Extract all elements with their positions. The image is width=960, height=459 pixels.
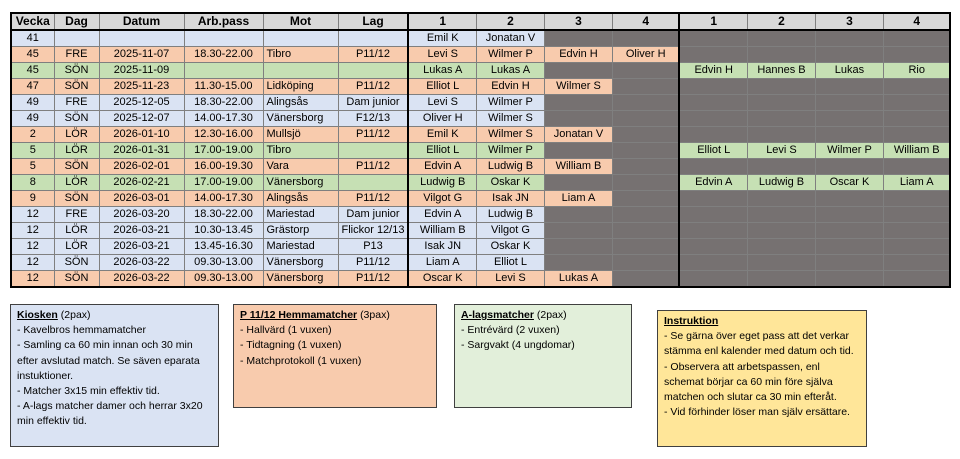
cell-alag-3: Oscar K bbox=[815, 175, 883, 191]
cell-arbpass: 10.30-13.45 bbox=[184, 223, 263, 239]
cell-dag: LÖR bbox=[54, 223, 99, 239]
cell-alag-3 bbox=[815, 127, 883, 143]
cell-dag: SÖN bbox=[54, 191, 99, 207]
cell-alag-4 bbox=[883, 79, 950, 95]
cell-alag-3 bbox=[815, 223, 883, 239]
cell-home-3: Jonatan V bbox=[544, 127, 612, 143]
kiosk-line: - Matcher 3x15 min effektiv tid. bbox=[17, 385, 160, 398]
cell-alag-4 bbox=[883, 127, 950, 143]
alag-pax: (2pax) bbox=[536, 309, 567, 321]
column-header-alag-1: 1 bbox=[679, 13, 747, 30]
cell-home-3 bbox=[544, 207, 612, 223]
cell-alag-3 bbox=[815, 255, 883, 271]
column-header-home-3: 3 bbox=[544, 13, 612, 30]
cell-home-3 bbox=[544, 63, 612, 79]
cell-home-3: Wilmer S bbox=[544, 79, 612, 95]
cell-datum: 2026-03-22 bbox=[99, 255, 184, 271]
cell-mot: Vänersborg bbox=[263, 271, 338, 288]
cell-alag-1: Edvin H bbox=[679, 63, 747, 79]
cell-alag-2: Levi S bbox=[747, 143, 815, 159]
cell-alag-2: Ludwig B bbox=[747, 175, 815, 191]
cell-arbpass: 18.30-22.00 bbox=[184, 95, 263, 111]
header-row bbox=[11, 13, 950, 30]
cell-home-3 bbox=[544, 30, 612, 47]
cell-home-4 bbox=[612, 30, 679, 47]
cell-lag bbox=[338, 175, 408, 191]
cell-home-2: Wilmer S bbox=[476, 127, 544, 143]
cell-alag-1 bbox=[679, 239, 747, 255]
cell-dag: SÖN bbox=[54, 271, 99, 288]
cell-home-2: Jonatan V bbox=[476, 30, 544, 47]
cell-alag-2 bbox=[747, 207, 815, 223]
cell-datum bbox=[99, 30, 184, 47]
cell-home-2: Wilmer P bbox=[476, 143, 544, 159]
cell-mot: Grästorp bbox=[263, 223, 338, 239]
cell-home-1: Levi S bbox=[408, 47, 476, 63]
p11-home-matches-box bbox=[233, 304, 437, 408]
cell-datum: 2026-02-21 bbox=[99, 175, 184, 191]
cell-mot: Vänersborg bbox=[263, 255, 338, 271]
column-header-alag-3: 3 bbox=[815, 13, 883, 30]
cell-vecka: 2 bbox=[11, 127, 54, 143]
cell-mot: Alingsås bbox=[263, 95, 338, 111]
column-header-mot: Mot bbox=[263, 13, 338, 30]
table-row bbox=[11, 239, 950, 255]
cell-alag-4: William B bbox=[883, 143, 950, 159]
cell-arbpass: 09.30-13.00 bbox=[184, 255, 263, 271]
cell-mot: Mariestad bbox=[263, 207, 338, 223]
cell-arbpass bbox=[184, 63, 263, 79]
cell-lag: F12/13 bbox=[338, 111, 408, 127]
cell-lag: Dam junior bbox=[338, 95, 408, 111]
cell-alag-2 bbox=[747, 47, 815, 63]
kiosk-line: - A-lags matcher damer och herrar 3x20 min effektiv tid. bbox=[17, 400, 203, 428]
cell-alag-3 bbox=[815, 191, 883, 207]
cell-alag-4 bbox=[883, 223, 950, 239]
cell-alag-1: Edvin A bbox=[679, 175, 747, 191]
cell-dag: SÖN bbox=[54, 63, 99, 79]
table-row bbox=[11, 159, 950, 175]
cell-vecka: 12 bbox=[11, 255, 54, 271]
cell-lag: P11/12 bbox=[338, 255, 408, 271]
table-row bbox=[11, 143, 950, 159]
cell-alag-2: Hannes B bbox=[747, 63, 815, 79]
alag-line: - Sargvakt (4 ungdomar) bbox=[461, 339, 575, 352]
cell-alag-3: Lukas bbox=[815, 63, 883, 79]
cell-home-2: Oskar K bbox=[476, 239, 544, 255]
table-row bbox=[11, 191, 950, 207]
cell-mot bbox=[263, 30, 338, 47]
cell-alag-3: Wilmer P bbox=[815, 143, 883, 159]
cell-vecka: 45 bbox=[11, 47, 54, 63]
kiosk-title: Kiosken bbox=[17, 309, 58, 321]
cell-lag bbox=[338, 30, 408, 47]
cell-mot: Vänersborg bbox=[263, 111, 338, 127]
table-row bbox=[11, 79, 950, 95]
cell-mot: Alingsås bbox=[263, 191, 338, 207]
cell-mot: Vänersborg bbox=[263, 175, 338, 191]
cell-home-3 bbox=[544, 175, 612, 191]
cell-mot: Vara bbox=[263, 159, 338, 175]
cell-arbpass: 18.30-22.00 bbox=[184, 47, 263, 63]
cell-home-4: Oliver H bbox=[612, 47, 679, 63]
cell-vecka: 9 bbox=[11, 191, 54, 207]
cell-home-4 bbox=[612, 63, 679, 79]
cell-vecka: 5 bbox=[11, 159, 54, 175]
cell-datum: 2026-03-22 bbox=[99, 271, 184, 288]
cell-home-1: Vilgot G bbox=[408, 191, 476, 207]
cell-datum: 2025-11-07 bbox=[99, 47, 184, 63]
p11-pax: (3pax) bbox=[360, 309, 390, 321]
cell-datum: 2026-03-21 bbox=[99, 223, 184, 239]
cell-alag-4: Liam A bbox=[883, 175, 950, 191]
cell-home-1: Elliot L bbox=[408, 143, 476, 159]
cell-lag: P13 bbox=[338, 239, 408, 255]
p11-title: P 11/12 Hemmamatcher bbox=[240, 309, 358, 321]
column-header-home-1: 1 bbox=[408, 13, 476, 30]
cell-alag-1 bbox=[679, 127, 747, 143]
cell-alag-3 bbox=[815, 271, 883, 288]
column-header-datum: Datum bbox=[99, 13, 184, 30]
cell-dag: SÖN bbox=[54, 111, 99, 127]
cell-alag-2 bbox=[747, 271, 815, 288]
table-row bbox=[11, 111, 950, 127]
p11-line: - Hallvärd (1 vuxen) bbox=[240, 324, 332, 337]
cell-dag: SÖN bbox=[54, 255, 99, 271]
cell-datum: 2025-11-09 bbox=[99, 63, 184, 79]
cell-home-2: Oskar K bbox=[476, 175, 544, 191]
cell-arbpass bbox=[184, 30, 263, 47]
cell-arbpass: 11.30-15.00 bbox=[184, 79, 263, 95]
cell-lag: P11/12 bbox=[338, 271, 408, 288]
cell-alag-4 bbox=[883, 159, 950, 175]
cell-datum: 2026-03-20 bbox=[99, 207, 184, 223]
cell-lag: P11/12 bbox=[338, 159, 408, 175]
kiosk-line: - Kavelbros hemmamatcher bbox=[17, 324, 146, 337]
cell-mot: Mullsjö bbox=[263, 127, 338, 143]
cell-alag-1 bbox=[679, 95, 747, 111]
cell-datum: 2026-02-01 bbox=[99, 159, 184, 175]
cell-vecka: 45 bbox=[11, 63, 54, 79]
cell-alag-3 bbox=[815, 79, 883, 95]
cell-alag-4 bbox=[883, 255, 950, 271]
cell-alag-4 bbox=[883, 95, 950, 111]
cell-home-1: Lukas A bbox=[408, 63, 476, 79]
cell-alag-3 bbox=[815, 47, 883, 63]
cell-home-4 bbox=[612, 79, 679, 95]
cell-home-4 bbox=[612, 175, 679, 191]
instruction-box bbox=[657, 310, 867, 447]
cell-alag-1 bbox=[679, 79, 747, 95]
cell-lag bbox=[338, 63, 408, 79]
table-row bbox=[11, 30, 950, 47]
cell-alag-1 bbox=[679, 223, 747, 239]
cell-lag bbox=[338, 143, 408, 159]
cell-dag: LÖR bbox=[54, 127, 99, 143]
cell-dag: FRE bbox=[54, 95, 99, 111]
cell-home-1: Emil K bbox=[408, 127, 476, 143]
column-header-lag: Lag bbox=[338, 13, 408, 30]
instr-line: - Observera att arbetspassen, enl schemat börjar ca 60 min före själva matchen och slutar ca 30 min efteråt. bbox=[664, 360, 837, 404]
cell-home-2: Wilmer S bbox=[476, 111, 544, 127]
cell-mot: Mariestad bbox=[263, 239, 338, 255]
cell-home-3: William B bbox=[544, 159, 612, 175]
instr-line: - Vid förhinder löser man själv ersättare. bbox=[664, 406, 850, 419]
cell-alag-3 bbox=[815, 239, 883, 255]
cell-home-2: Wilmer P bbox=[476, 95, 544, 111]
cell-alag-1 bbox=[679, 255, 747, 271]
cell-mot: Lidköping bbox=[263, 79, 338, 95]
cell-alag-3 bbox=[815, 30, 883, 47]
cell-dag bbox=[54, 30, 99, 47]
cell-vecka: 47 bbox=[11, 79, 54, 95]
schedule-table bbox=[10, 12, 951, 288]
cell-dag: LÖR bbox=[54, 143, 99, 159]
column-header-arbpass: Arb.pass bbox=[184, 13, 263, 30]
kiosk-pax: (2pax) bbox=[60, 309, 91, 321]
cell-alag-2 bbox=[747, 111, 815, 127]
cell-home-1: Elliot L bbox=[408, 79, 476, 95]
cell-datum: 2025-12-05 bbox=[99, 95, 184, 111]
cell-alag-2 bbox=[747, 223, 815, 239]
cell-alag-1 bbox=[679, 159, 747, 175]
cell-mot bbox=[263, 63, 338, 79]
cell-vecka: 49 bbox=[11, 111, 54, 127]
cell-alag-1 bbox=[679, 191, 747, 207]
cell-dag: LÖR bbox=[54, 239, 99, 255]
cell-home-3: Liam A bbox=[544, 191, 612, 207]
cell-home-4 bbox=[612, 223, 679, 239]
cell-dag: FRE bbox=[54, 207, 99, 223]
cell-alag-1: Elliot L bbox=[679, 143, 747, 159]
cell-home-4 bbox=[612, 159, 679, 175]
cell-mot: Tibro bbox=[263, 143, 338, 159]
cell-vecka: 12 bbox=[11, 223, 54, 239]
table-row bbox=[11, 207, 950, 223]
cell-alag-3 bbox=[815, 159, 883, 175]
cell-vecka: 41 bbox=[11, 30, 54, 47]
column-header-vecka: Vecka bbox=[11, 13, 54, 30]
cell-home-4 bbox=[612, 127, 679, 143]
p11-line: - Tidtagning (1 vuxen) bbox=[240, 339, 342, 352]
cell-alag-2 bbox=[747, 159, 815, 175]
cell-arbpass: 14.00-17.30 bbox=[184, 111, 263, 127]
alag-line: - Entrévärd (2 vuxen) bbox=[461, 324, 560, 337]
cell-arbpass: 14.00-17.30 bbox=[184, 191, 263, 207]
kiosk-info-box bbox=[10, 304, 219, 447]
cell-arbpass: 13.45-16.30 bbox=[184, 239, 263, 255]
cell-vecka: 12 bbox=[11, 207, 54, 223]
cell-datum: 2025-11-23 bbox=[99, 79, 184, 95]
table-row bbox=[11, 63, 950, 79]
cell-home-1: William B bbox=[408, 223, 476, 239]
cell-home-1: Oliver H bbox=[408, 111, 476, 127]
cell-home-2: Isak JN bbox=[476, 191, 544, 207]
cell-alag-4 bbox=[883, 191, 950, 207]
cell-datum: 2026-01-10 bbox=[99, 127, 184, 143]
cell-alag-3 bbox=[815, 207, 883, 223]
schedule-body bbox=[11, 30, 950, 287]
cell-alag-4 bbox=[883, 239, 950, 255]
cell-home-4 bbox=[612, 111, 679, 127]
cell-home-3 bbox=[544, 95, 612, 111]
cell-home-2: Ludwig B bbox=[476, 207, 544, 223]
column-header-alag-2: 2 bbox=[747, 13, 815, 30]
cell-home-3: Edvin H bbox=[544, 47, 612, 63]
cell-arbpass: 17.00-19.00 bbox=[184, 143, 263, 159]
cell-home-4 bbox=[612, 191, 679, 207]
cell-arbpass: 09.30-13.00 bbox=[184, 271, 263, 288]
cell-datum: 2026-03-01 bbox=[99, 191, 184, 207]
column-header-dag: Dag bbox=[54, 13, 99, 30]
cell-alag-2 bbox=[747, 239, 815, 255]
cell-alag-1 bbox=[679, 30, 747, 47]
cell-alag-1 bbox=[679, 47, 747, 63]
cell-home-2: Levi S bbox=[476, 271, 544, 288]
cell-lag: Flickor 12/13 bbox=[338, 223, 408, 239]
cell-alag-4 bbox=[883, 47, 950, 63]
cell-dag: SÖN bbox=[54, 79, 99, 95]
cell-home-1: Edvin A bbox=[408, 159, 476, 175]
cell-home-1: Edvin A bbox=[408, 207, 476, 223]
cell-home-4 bbox=[612, 239, 679, 255]
cell-lag: P11/12 bbox=[338, 47, 408, 63]
cell-alag-2 bbox=[747, 255, 815, 271]
p11-line: - Matchprotokoll (1 vuxen) bbox=[240, 354, 362, 367]
cell-home-1: Isak JN bbox=[408, 239, 476, 255]
cell-alag-2 bbox=[747, 30, 815, 47]
cell-alag-2 bbox=[747, 95, 815, 111]
table-row bbox=[11, 175, 950, 191]
cell-home-3 bbox=[544, 255, 612, 271]
cell-dag: SÖN bbox=[54, 159, 99, 175]
cell-lag: P11/12 bbox=[338, 127, 408, 143]
cell-home-1: Emil K bbox=[408, 30, 476, 47]
cell-alag-4: Rio bbox=[883, 63, 950, 79]
cell-lag: P11/12 bbox=[338, 79, 408, 95]
a-team-matches-box bbox=[454, 304, 632, 408]
cell-alag-3 bbox=[815, 111, 883, 127]
cell-home-4 bbox=[612, 95, 679, 111]
cell-alag-1 bbox=[679, 111, 747, 127]
column-header-home-2: 2 bbox=[476, 13, 544, 30]
cell-alag-1 bbox=[679, 207, 747, 223]
cell-alag-2 bbox=[747, 79, 815, 95]
cell-vecka: 12 bbox=[11, 271, 54, 288]
cell-home-1: Liam A bbox=[408, 255, 476, 271]
kiosk-line: - Samling ca 60 min innan och 30 min efter avslutad match. Se säven eparata instuktioner. bbox=[17, 339, 200, 382]
cell-home-4 bbox=[612, 271, 679, 288]
cell-home-4 bbox=[612, 143, 679, 159]
cell-vecka: 49 bbox=[11, 95, 54, 111]
cell-arbpass: 12.30-16.00 bbox=[184, 127, 263, 143]
cell-alag-4 bbox=[883, 271, 950, 288]
cell-home-2: Ludwig B bbox=[476, 159, 544, 175]
cell-home-3 bbox=[544, 223, 612, 239]
table-row bbox=[11, 127, 950, 143]
cell-home-2: Lukas A bbox=[476, 63, 544, 79]
instr-title: Instruktion bbox=[664, 315, 719, 327]
cell-lag: P11/12 bbox=[338, 191, 408, 207]
cell-arbpass: 17.00-19.00 bbox=[184, 175, 263, 191]
cell-home-1: Oscar K bbox=[408, 271, 476, 288]
cell-arbpass: 16.00-19.30 bbox=[184, 159, 263, 175]
cell-dag: FRE bbox=[54, 47, 99, 63]
table-row bbox=[11, 271, 950, 288]
cell-alag-2 bbox=[747, 127, 815, 143]
cell-vecka: 12 bbox=[11, 239, 54, 255]
cell-datum: 2025-12-07 bbox=[99, 111, 184, 127]
alag-title: A-lagsmatcher bbox=[461, 309, 534, 321]
cell-home-2: Elliot L bbox=[476, 255, 544, 271]
cell-mot: Tibro bbox=[263, 47, 338, 63]
table-row bbox=[11, 47, 950, 63]
cell-alag-3 bbox=[815, 95, 883, 111]
column-header-home-4: 4 bbox=[612, 13, 679, 30]
cell-home-3 bbox=[544, 239, 612, 255]
cell-home-3: Lukas A bbox=[544, 271, 612, 288]
cell-home-4 bbox=[612, 255, 679, 271]
cell-home-1: Levi S bbox=[408, 95, 476, 111]
cell-home-2: Wilmer P bbox=[476, 47, 544, 63]
cell-lag: Dam junior bbox=[338, 207, 408, 223]
cell-home-3 bbox=[544, 143, 612, 159]
cell-vecka: 8 bbox=[11, 175, 54, 191]
instr-line: - Se gärna över eget pass att det verkar stämma enl kalender med datum och tid. bbox=[664, 330, 854, 358]
cell-home-3 bbox=[544, 111, 612, 127]
cell-alag-2 bbox=[747, 191, 815, 207]
cell-alag-4 bbox=[883, 207, 950, 223]
table-row bbox=[11, 95, 950, 111]
cell-home-2: Vilgot G bbox=[476, 223, 544, 239]
cell-home-4 bbox=[612, 207, 679, 223]
cell-alag-4 bbox=[883, 111, 950, 127]
table-row bbox=[11, 255, 950, 271]
column-header-alag-4: 4 bbox=[883, 13, 950, 30]
cell-alag-1 bbox=[679, 271, 747, 288]
cell-datum: 2026-03-21 bbox=[99, 239, 184, 255]
cell-arbpass: 18.30-22.00 bbox=[184, 207, 263, 223]
table-row bbox=[11, 223, 950, 239]
cell-home-1: Ludwig B bbox=[408, 175, 476, 191]
cell-dag: LÖR bbox=[54, 175, 99, 191]
cell-vecka: 5 bbox=[11, 143, 54, 159]
cell-alag-4 bbox=[883, 30, 950, 47]
cell-datum: 2026-01-31 bbox=[99, 143, 184, 159]
cell-home-2: Edvin H bbox=[476, 79, 544, 95]
